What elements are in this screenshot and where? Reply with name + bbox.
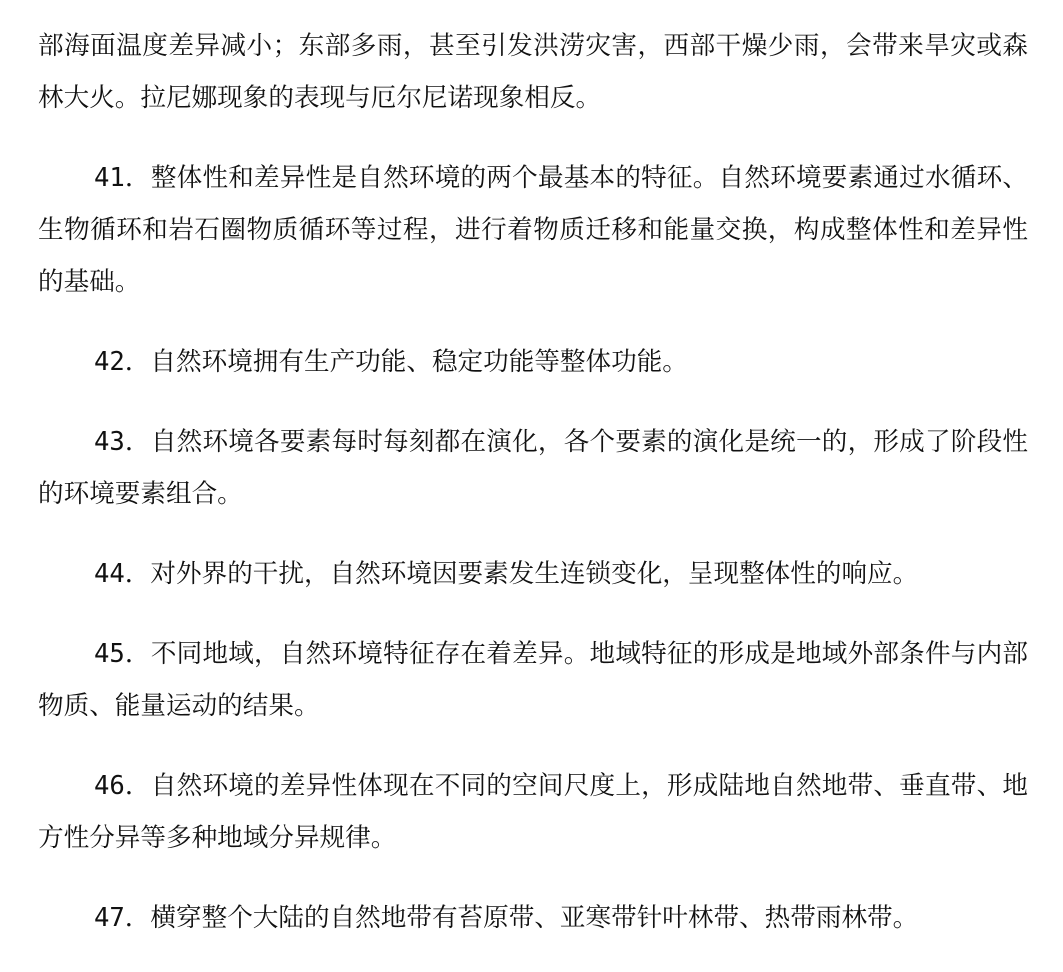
paragraph-45 bbox=[38, 628, 1028, 732]
document-page bbox=[38, 20, 1028, 972]
paragraph-number: 44． bbox=[94, 559, 151, 589]
paragraph-number: 45． bbox=[94, 639, 151, 669]
paragraph-text: 不同地域，自然环境特征存在着差异。地域特征的形成是地域外部条件与内部物质、能量运动的结果。 bbox=[38, 639, 1028, 721]
paragraph-text: 自然环境的差异性体现在不同的空间尺度上，形成陆地自然地带、垂直带、地方性分异等多种地域分异规律。 bbox=[38, 771, 1028, 853]
paragraph-text: 部海面温度差异减小；东部多雨，甚至引发洪涝灾害，西部干燥少雨，会带来旱灾或森林大火。拉尼娜现象的表现与厄尔尼诺现象相反。 bbox=[38, 31, 1028, 113]
paragraph-44 bbox=[38, 548, 1028, 600]
paragraph-number: 46． bbox=[94, 771, 151, 801]
paragraph-47 bbox=[38, 892, 1028, 944]
paragraph-continuation bbox=[38, 20, 1028, 124]
paragraph-42 bbox=[38, 336, 1028, 388]
paragraph-text: 横穿整个大陆的自然地带有苔原带、亚寒带针叶林带、热带雨林带。 bbox=[150, 903, 919, 933]
paragraph-number: 47． bbox=[94, 903, 151, 933]
paragraph-text: 自然环境各要素每时每刻都在演化，各个要素的演化是统一的，形成了阶段性的环境要素组合。 bbox=[38, 427, 1028, 509]
paragraph-43 bbox=[38, 416, 1028, 520]
paragraph-number: 43． bbox=[94, 427, 151, 457]
paragraph-text: 整体性和差异性是自然环境的两个最基本的特征。自然环境要素通过水循环、生物循环和岩石圈物质循环等过程，进行着物质迁移和能量交换，构成整体性和差异性的基础。 bbox=[38, 163, 1028, 297]
paragraph-46 bbox=[38, 760, 1028, 864]
paragraph-text: 对外界的干扰，自然环境因要素发生连锁变化，呈现整体性的响应。 bbox=[150, 559, 919, 589]
paragraph-number: 42． bbox=[94, 347, 151, 377]
paragraph-text: 自然环境拥有生产功能、稳定功能等整体功能。 bbox=[150, 347, 688, 377]
paragraph-41 bbox=[38, 152, 1028, 308]
paragraph-number: 41． bbox=[94, 163, 151, 193]
